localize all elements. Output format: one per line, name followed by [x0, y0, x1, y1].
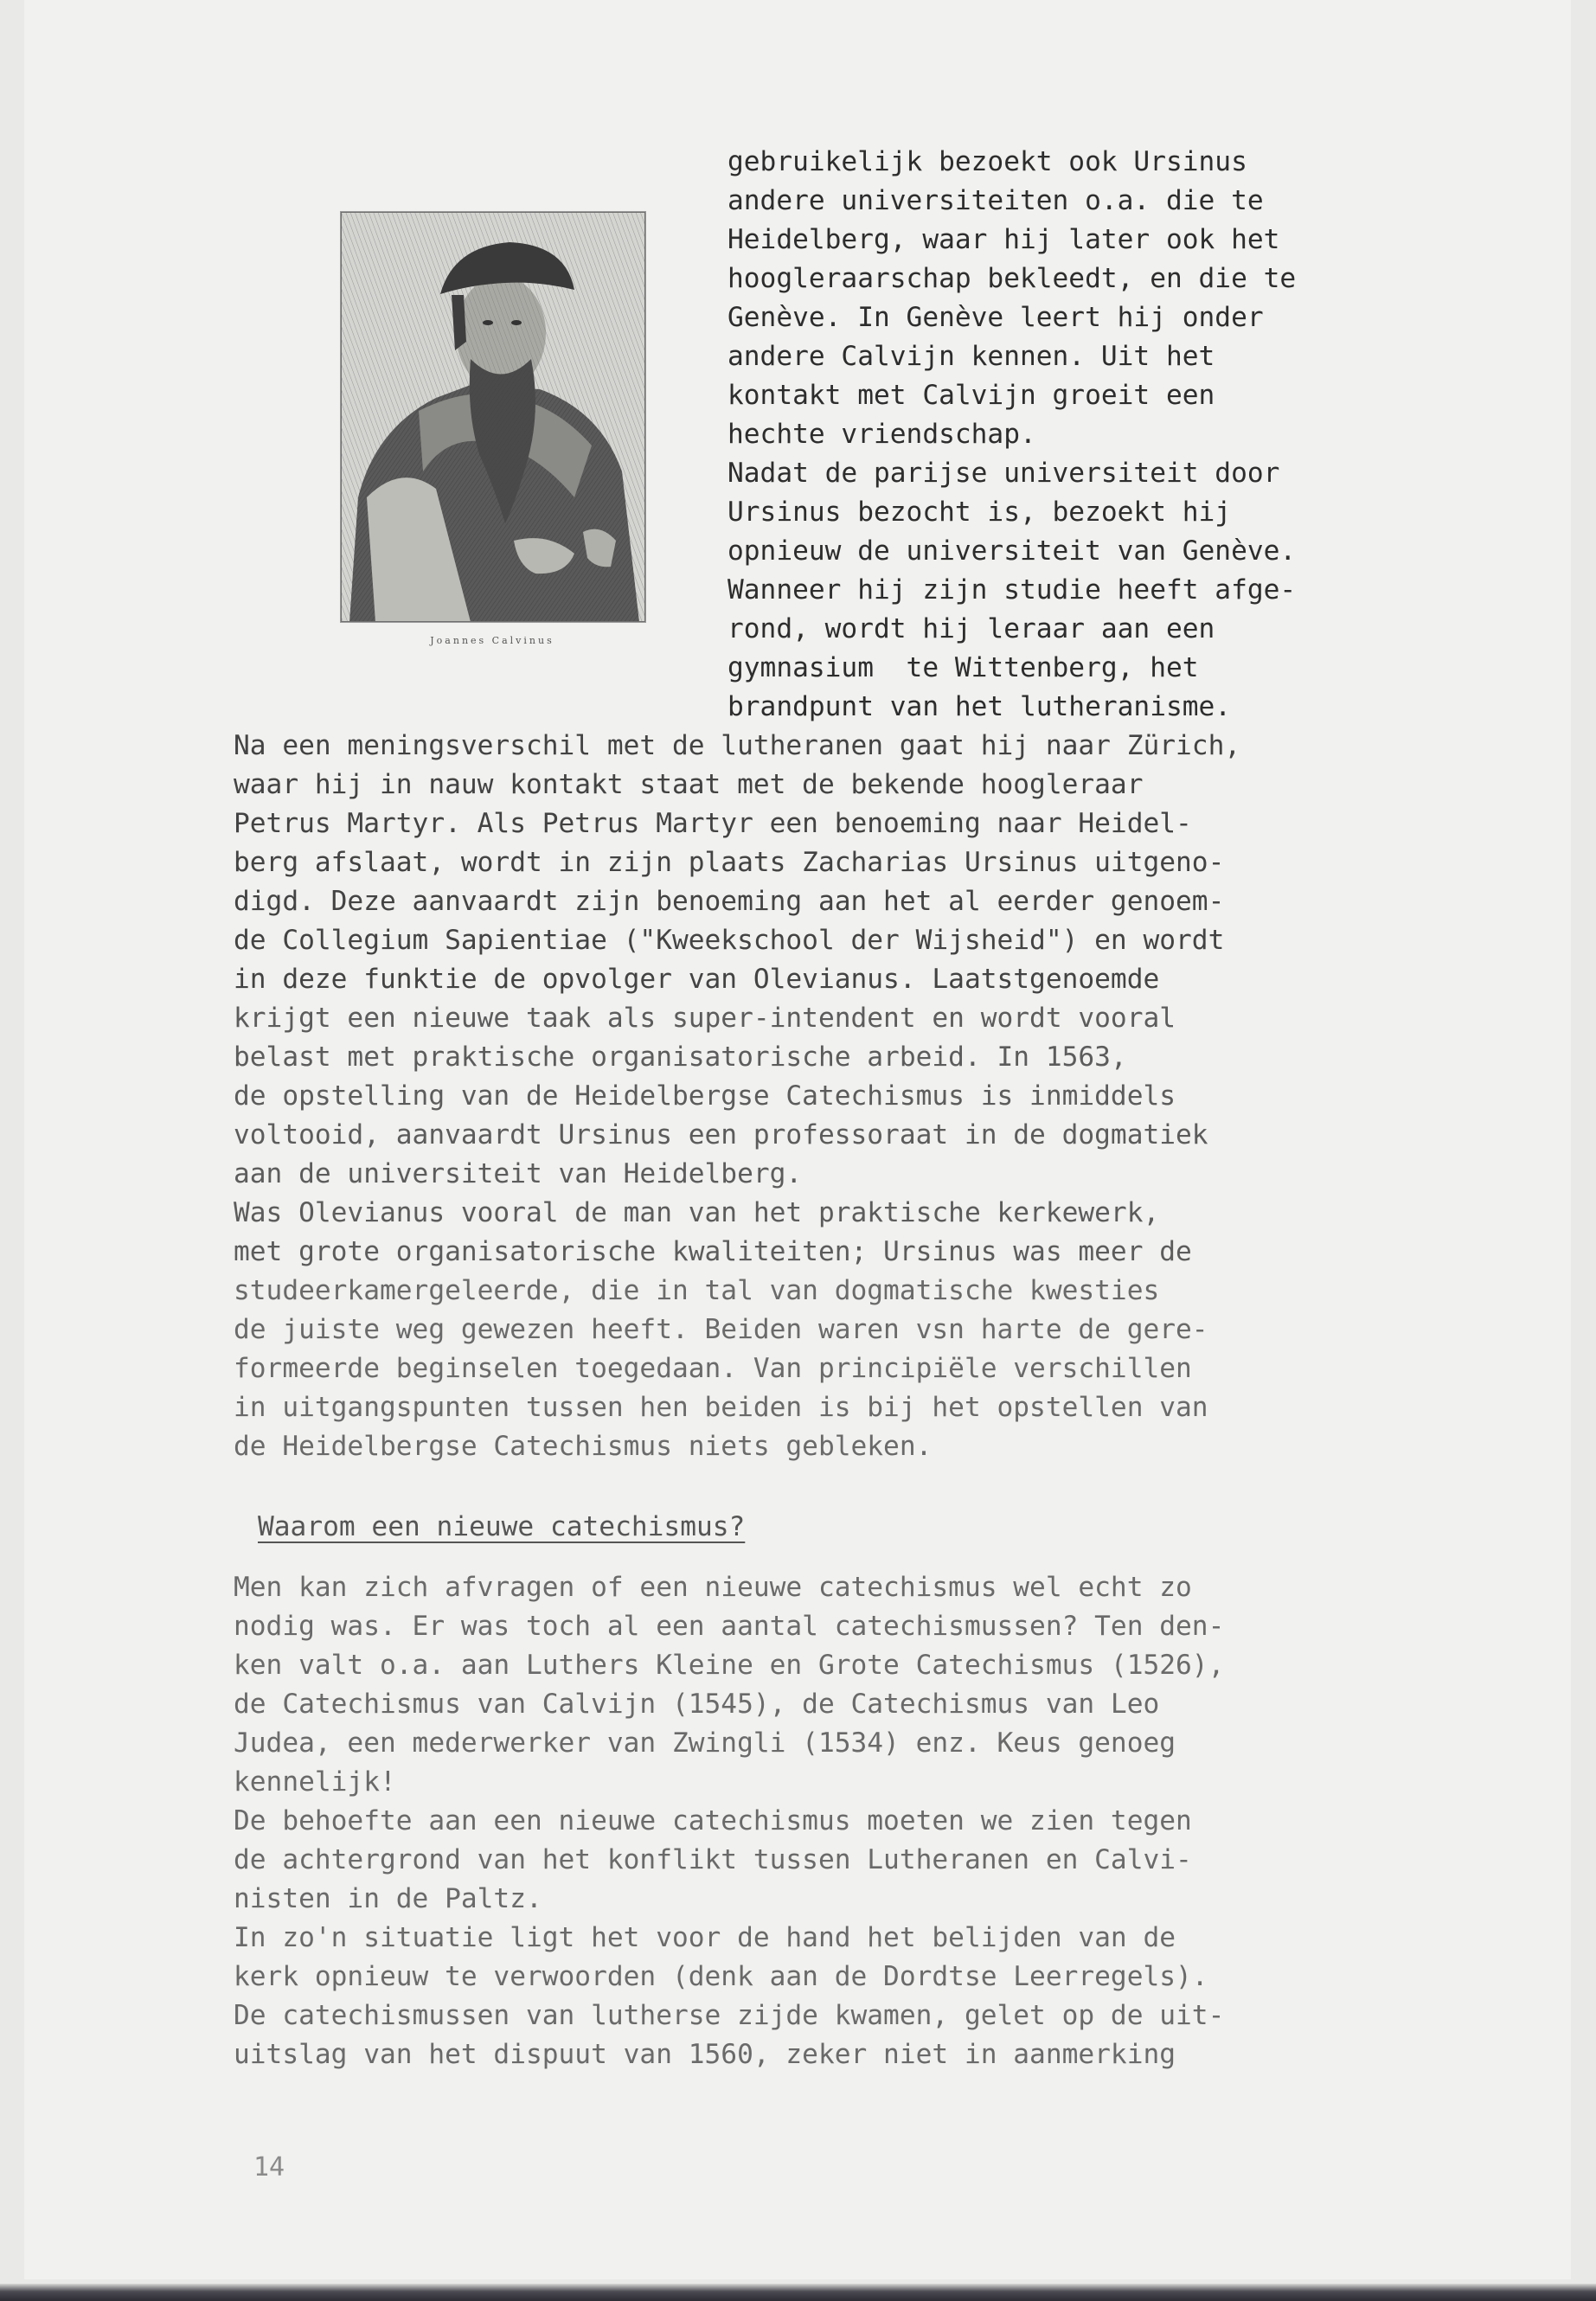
text-line: brandpunt van het lutheranisme. — [727, 691, 1232, 722]
text-line: in deze funktie de opvolger van Olevianus. Laatstgenoemde — [234, 964, 1160, 995]
scan-bottom-edge — [0, 2284, 1596, 2301]
text-line: Heidelberg, waar hij later ook het — [727, 224, 1280, 255]
text-line: De catechismussen van lutherse zijde kwamen, gelet op de uit- — [234, 2000, 1225, 2031]
text-line: in uitgangspunten tussen hen beiden is bij het opstellen van — [234, 1392, 1208, 1423]
text-line: Men kan zich afvragen of een nieuwe catechismus wel echt zo — [234, 1572, 1192, 1603]
text-line: de opstelling van de Heidelbergse Catechismus is inmiddels — [234, 1080, 1176, 1112]
text-line: de Heidelbergse Catechismus niets gebleken. — [234, 1431, 933, 1462]
text-line: belast met praktische organisatorische arbeid. In 1563, — [234, 1042, 1127, 1073]
body-text — [234, 727, 1240, 1466]
text-line: krijgt een nieuwe taak als super-intendent en wordt vooral — [234, 1003, 1176, 1034]
text-line: ken valt o.a. aan Luthers Kleine en Grote Catechismus (1526), — [234, 1650, 1225, 1681]
text-line: gebruikelijk bezoekt ook Ursinus — [727, 146, 1247, 177]
text-line: opnieuw de universiteit van Genève. — [727, 535, 1297, 567]
text-line: formeerde beginselen toegedaan. Van principiële verschillen — [234, 1353, 1192, 1384]
text-line: de achtergrond van het konflikt tussen Lutheranen en Calvi- — [234, 1844, 1192, 1875]
text-line: aan de universiteit van Heidelberg. — [234, 1158, 803, 1189]
text-line: met grote organisatorische kwaliteiten; Ursinus was meer de — [234, 1236, 1192, 1267]
text-line: de Catechismus van Calvijn (1545), de Catechismus van Leo — [234, 1689, 1160, 1720]
column-text — [727, 143, 1296, 727]
text-line: De behoefte aan een nieuwe catechismus moeten we zien tegen — [234, 1805, 1192, 1836]
text-line: studeerkamergeleerde, die in tal van dogmatische kwesties — [234, 1275, 1160, 1306]
text-line: kontakt met Calvijn groeit een — [727, 380, 1215, 411]
document-page — [24, 0, 1571, 2279]
page-number: 14 — [253, 2152, 285, 2182]
text-line: gymnasium te Wittenberg, het — [727, 652, 1199, 683]
text-line: kerk opnieuw te verwoorden (denk aan de Dordtse Leerregels). — [234, 1961, 1208, 1992]
text-line: de Collegium Sapientiae ("Kweekschool der Wijsheid") en wordt — [234, 925, 1225, 956]
text-line: hoogleraarschap bekleedt, en die te — [727, 263, 1297, 294]
text-line: waar hij in nauw kontakt staat met de bekende hoogleraar — [234, 769, 1144, 800]
portrait-caption: Joannes Calvinus — [430, 635, 554, 646]
text-line: digd. Deze aanvaardt zijn benoeming aan het al eerder genoem- — [234, 886, 1225, 917]
text-line: Wanneer hij zijn studie heeft afge- — [727, 574, 1297, 606]
text-line: nisten in de Paltz. — [234, 1883, 542, 1914]
text-line: Na een meningsverschil met de lutheranen gaat hij naar Zürich, — [234, 730, 1241, 761]
text-line: In zo'n situatie ligt het voor de hand het belijden van de — [234, 1922, 1176, 1953]
text-line: kennelijk! — [234, 1766, 396, 1798]
text-line: andere Calvijn kennen. Uit het — [727, 341, 1215, 372]
text-line: Genève. In Genève leert hij onder — [727, 302, 1264, 333]
portrait-engraving — [340, 211, 646, 623]
section-text — [234, 1568, 1224, 2074]
text-line: Nadat de parijse universiteit door — [727, 458, 1280, 489]
section-heading: Waarom een nieuwe catechismus? — [258, 1511, 746, 1542]
text-line: berg afslaat, wordt in zijn plaats Zacharias Ursinus uitgeno- — [234, 847, 1225, 878]
text-line: Judea, een mederwerker van Zwingli (1534) enz. Keus genoeg — [234, 1727, 1176, 1759]
text-line: Petrus Martyr. Als Petrus Martyr een benoeming naar Heidel- — [234, 808, 1192, 839]
text-line: uitslag van het dispuut van 1560, zeker niet in aanmerking — [234, 2039, 1176, 2070]
text-line: rond, wordt hij leraar aan een — [727, 613, 1215, 644]
text-line: nodig was. Er was toch al een aantal catechismussen? Ten den- — [234, 1611, 1225, 1642]
portrait-image — [341, 212, 645, 622]
text-line: Was Olevianus vooral de man van het praktische kerkewerk, — [234, 1197, 1160, 1228]
text-line: de juiste weg gewezen heeft. Beiden waren vsn harte de gere- — [234, 1314, 1208, 1345]
text-line: andere universiteiten o.a. die te — [727, 185, 1264, 216]
text-line: voltooid, aanvaardt Ursinus een professoraat in de dogmatiek — [234, 1119, 1208, 1150]
text-line: hechte vriendschap. — [727, 419, 1036, 450]
text-line: Ursinus bezocht is, bezoekt hij — [727, 497, 1232, 528]
